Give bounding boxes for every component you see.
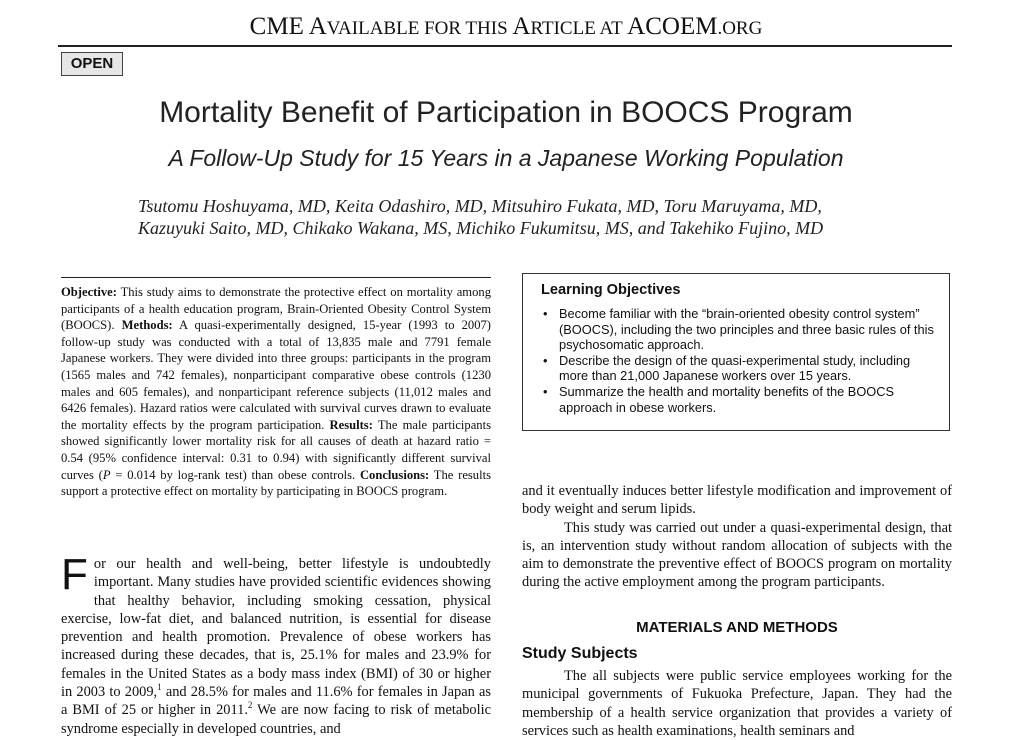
paragraph-continued: and it eventually induces better lifestyle modification and improvement of body weight and serum lipids. — [522, 483, 952, 518]
paragraph-study-subjects: The all subjects were public service employees working for the municipal governments of Fukuoka Prefecture, Japan. They had the membership of a health service organization that provides a variety of services such as health examinations, health seminars and — [522, 668, 952, 739]
intro-text-2: and 28.5% for males and 11.6% for females in Japan as a BMI of 25 or higher in 2011. — [61, 684, 491, 719]
bullet-icon: • — [543, 383, 548, 399]
abstract — [61, 277, 491, 500]
banner-text-4: RTICLE AT — [530, 18, 628, 39]
section-heading: MATERIALS AND METHODS — [636, 619, 838, 636]
introduction-text — [61, 550, 491, 738]
learning-objective-text: Describe the design of the quasi-experimental study, including more than 21,000 Japanese workers over 15 years. — [559, 352, 911, 384]
bullet-icon: • — [543, 352, 548, 368]
open-access-badge: OPEN — [61, 52, 123, 76]
cme-banner — [0, 12, 1012, 44]
bullet-icon: • — [543, 306, 548, 321]
banner-rule — [58, 45, 952, 47]
learning-objectives-box — [522, 273, 950, 431]
study-subjects-text — [522, 667, 952, 740]
methods-text: A quasi-experimentally designed, 15-year (1993 to 2007) follow-up study was conducted with a total of 13,835 male and 7791 female Japanese workers. They were divided into three groups: participants in the program (1565 males and 742 females), nonparticipant comparative obese controls (1230 males and 605 females), and nonparticipant reference subjects (11,012 males and 6426 females). Hazard ratios were calculated with survival curves drawn to evaluate the mortality effects by the program participation. — [61, 318, 491, 432]
conclusions-label: Conclusions: — [359, 467, 430, 482]
learning-objective-text: Summarize the health and mortality benefits of the BOOCS approach in obese workers. — [559, 383, 895, 415]
results-text: The male participants showed significantly lower mortality risk for all causes of death at hazard ratio = 0.54 (95% confidence interval: 0.31 to 0.94) with significantly different survival curves ( — [61, 417, 491, 482]
results-text-2: = 0.014 by log-rank test) than obese controls. — [110, 467, 360, 482]
reference-1[interactable]: 1 — [157, 682, 162, 693]
author-list — [138, 195, 878, 239]
author-line-1: Tsutomu Hoshuyama, MD, Keita Odashiro, MD, Mitsuhiro Fukata, MD, Toru Maruyama, MD, — [138, 196, 822, 216]
learning-objective-item — [541, 353, 935, 384]
results-p-symbol: P — [102, 467, 111, 482]
article-title: Mortality Benefit of Participation in BOOCS Program — [159, 96, 853, 129]
learning-objective-item — [541, 384, 935, 415]
subsection-heading: Study Subjects — [522, 645, 638, 662]
learning-objective-text: Become familiar with the “brain-oriented obesity control system” (BOOCS), including the two principles and three basic rules of this psychosomatic approach. — [559, 306, 934, 353]
intro-text-1: or our health and well-being, better lifestyle is undoubtedly important. Many studies have provided scientific evidences showing that healthy behavior, including smoking cessation, physical exercise, low-fat diet, and balanced nutrition, is essential for disease prevention and health promotion. Prevalence of obese workers has increased during these decades, that is, 25.1% for males and 23.9% for females in the United States as a body mass index (BMI) of 30 or higher in 2003 to 2009, — [61, 556, 491, 701]
banner-text-3: A — [512, 13, 531, 40]
intro-text-3: We are now facing to risk of metabolic syndrome especially in developed countries, and — [61, 702, 491, 737]
banner-text-2: VAILABLE FOR THIS — [326, 18, 513, 39]
paragraph-study-design: This study was carried out under a quasi-experimental design, that is, an intervention study without random allocation of subjects with the aim to demonstrate the preventive effect of BOOCS program on mortality during the active employment among the program participants. — [522, 519, 952, 591]
learning-objective-item — [541, 306, 935, 353]
reference-2[interactable]: 2 — [247, 700, 253, 711]
learning-objectives-list — [541, 306, 935, 415]
banner-text-1: CME A — [249, 13, 327, 40]
banner-text-5: ACOEM — [627, 13, 718, 40]
results-label: Results: — [329, 417, 373, 432]
methods-label: Methods: — [121, 318, 173, 333]
conclusions-text: The results support a protective effect on mortality by participating in BOOCS program. — [61, 467, 492, 499]
objective-text: This study aims to demonstrate the protective effect on mortality among participants of a health education program, Brain-Oriented Obesity Control System (BOOCS). — [61, 285, 491, 333]
drop-cap: F — [61, 550, 88, 599]
article-subtitle: A Follow-Up Study for 15 Years in a Japanese Working Population — [168, 145, 844, 171]
learning-objectives-title: Learning Objectives — [541, 282, 681, 298]
author-line-2: Kazuyuki Saito, MD, Chikako Wakana, MS, Michiko Fukumitsu, MS, and Takehiko Fujino, MD — [138, 218, 824, 238]
objective-label: Objective: — [61, 285, 117, 299]
right-column-text — [522, 482, 952, 592]
banner-text-6: .ORG — [717, 18, 763, 39]
